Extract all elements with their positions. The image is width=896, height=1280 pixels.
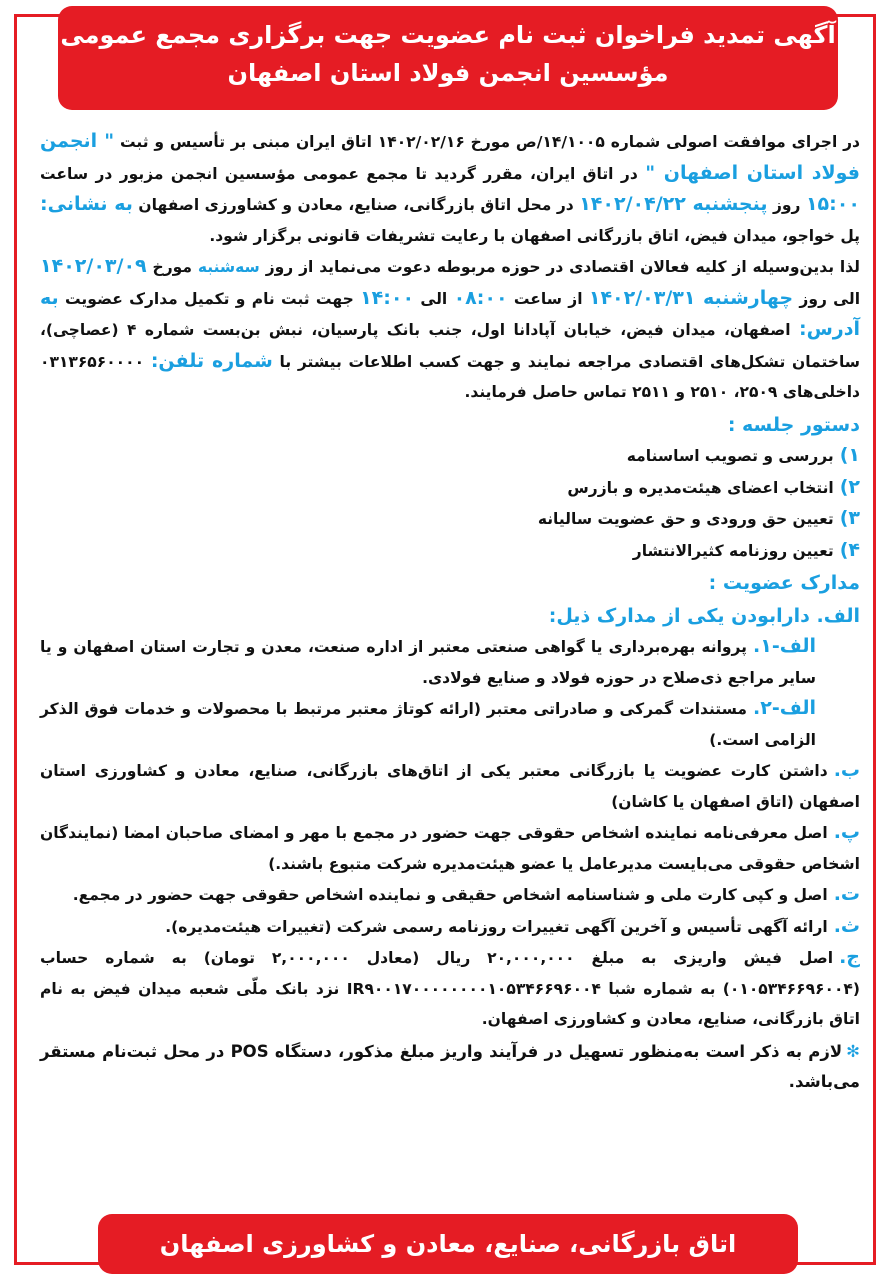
phone-label: شماره تلفن:: [150, 349, 273, 372]
intro-text: جهت ثبت نام و تکمیل مدارک عضویت: [65, 289, 354, 308]
intro-text: در اتاق ایران، مقرر گردید تا مجمع عمومی مؤسسین انجمن مزبور در ساعت: [40, 164, 638, 183]
intro-text: مورخ: [152, 258, 192, 276]
item-text: اصل و کپی کارت ملی و شناسنامه اشخاص حقیقی و نماینده اشخاص حقوقی جهت حضور در مجمع.: [72, 886, 828, 904]
intro-paragraph-1: [40, 126, 860, 251]
agenda-text: بررسی و تصویب اساسنامه: [626, 447, 834, 465]
item-text: داشتن کارت عضویت یا بازرگانی معتبر یکی از اتاق‌های بازرگانی، صنایع، معادن و کشاورزی استان اصفهان (اتاق اصفهان یا کاشان): [40, 762, 860, 811]
start-day: سه‌شنبه: [197, 258, 260, 276]
registration-address-label: به آدرس:: [40, 286, 860, 340]
intro-text: در محل اتاق بازرگانی، صنایع، معادن و کشاورزی اصفهان: [138, 196, 574, 214]
agenda-number: ۱): [839, 444, 860, 466]
document-item-be: [40, 755, 860, 817]
item-label: الف-۱.: [753, 635, 816, 657]
address-label: به نشانی:: [40, 193, 133, 215]
end-date: چهارشنبه ۱۴۰۲/۰۳/۳۱: [588, 286, 794, 309]
notice-body: [40, 126, 860, 1098]
agenda-number: ۴): [839, 538, 860, 561]
intro-text: از ساعت: [513, 289, 583, 308]
agenda-number: ۲): [839, 475, 860, 498]
documents-alef-title: الف. دارابودن یکی از مدارک ذیل:: [548, 604, 860, 627]
agenda-item: [40, 472, 860, 504]
item-label: ث.: [833, 914, 860, 937]
item-label: ج.: [839, 946, 860, 968]
document-item-te: [40, 879, 860, 911]
note-text: لازم به ذکر است به‌منظور تسهیل در فرآیند واریز مبلغ مذکور، دستگاه POS در محل ثبت‌نام مستقر می‌باشد.: [40, 1041, 860, 1091]
document-item-alef-1: [40, 631, 860, 693]
header-banner: [58, 6, 838, 110]
phone-number: ۰۳۱۳۶۵۶۰۰۰۰: [40, 352, 145, 371]
agenda-item: [40, 440, 860, 472]
document-item-pe: [40, 817, 860, 879]
item-label: پ.: [833, 821, 860, 843]
item-text: پروانه بهره‌برداری یا گواهی صنعتی معتبر از اداره صنعت، معدن و تجارت استان اصفهان و یا سایر مراجع ذی‌صلاح در حوزه فولاد و صنایع فولادی.: [40, 638, 816, 687]
item-label: ت.: [833, 883, 860, 905]
header-line-2: مؤسسین انجمن فولاد استان اصفهان: [227, 59, 669, 87]
start-time: ۰۸:۰۰: [453, 286, 508, 309]
item-label: الف-۲.: [753, 697, 816, 719]
item-text: اصل فیش واریزی به مبلغ ۲۰,۰۰۰,۰۰۰ ریال (معادل ۲,۰۰۰,۰۰۰ تومان) به شماره حساب (۰۱۰۵۳۴۶۶۹۶۰۰۴) به شماره شبا IR۹۰۰۱۷۰۰۰۰۰۰۰۰۱۰۵۳۴۶۶۹۶۰۰۴ نزد بانک ملّی شعبه میدان فیض به نام اتاق بازرگانی، صنایع، معادن و کشاورزی اصفهان.: [40, 949, 860, 1028]
agenda-number: ۳): [839, 507, 860, 529]
intro-text: پل خواجو، میدان فیض، اتاق بازرگانی اصفهان با رعایت تشریفات قانونی برگزار شود.: [209, 226, 860, 245]
item-text: مستندات گمرکی و صادراتی معتبر (ارائه کوتاژ معتبر مرتبط با محصولات و خدمات فوق الذکر الزامی است.): [40, 700, 816, 749]
intro-text: لذا بدین‌وسیله از کلیه فعالان اقتصادی در حوزه مربوطه دعوت می‌نماید از روز: [265, 258, 860, 276]
intro-paragraph-2: [40, 251, 860, 408]
agenda-text: تعیین روزنامه کثیرالانتشار: [632, 541, 834, 560]
documents-title: مدارک عضویت :: [708, 572, 860, 594]
intro-text: داخلی‌های ۲۵۰۹، ۲۵۱۰ و ۲۵۱۱ تماس حاصل فرمایند.: [464, 383, 860, 401]
agenda-title: دستور جلسه :: [727, 413, 860, 436]
agenda-text: انتخاب اعضای هیئت‌مدیره و بازرس: [567, 478, 834, 497]
meeting-time: ۱۵:۰۰: [805, 193, 860, 215]
intro-text: در اجرای موافقت اصولی شماره ۱۴/۱۰۰۵/ص مورخ ۱۴۰۲/۰۲/۱۶ اتاق ایران مبنی بر تأسیس و ثبت: [120, 133, 860, 151]
intro-text: الی روز: [799, 289, 861, 308]
document-item-alef-2: [40, 693, 860, 755]
footer-banner: اتاق بازرگانی، صنایع، معادن و کشاورزی اصفهان: [98, 1214, 798, 1274]
agenda-text: تعیین حق ورودی و حق عضویت سالیانه: [537, 510, 834, 528]
pos-note: [40, 1037, 860, 1098]
document-item-jim: [40, 942, 860, 1035]
registration-address: اصفهان، میدان فیض، خیابان آپادانا اول، جنب بانک پارسیان، نبش بن‌بست شماره ۴ (عصاچی)، ساختمان تشکل‌های اقتصادی مراجعه نمایند و جهت کسب اطلاعات بیشتر با: [40, 321, 861, 371]
association-name: " انجمن فولاد استان اصفهان ": [40, 130, 860, 184]
start-date: ۱۴۰۲/۰۳/۰۹: [40, 255, 147, 277]
document-item-se: [40, 911, 860, 943]
intro-text: روز: [772, 196, 801, 214]
agenda-item: [40, 503, 860, 535]
end-time: ۱۴:۰۰: [360, 286, 415, 309]
intro-text: الی: [420, 289, 448, 308]
meeting-date: پنجشنبه ۱۴۰۲/۰۴/۲۲: [579, 193, 768, 215]
item-text: ارائه آگهی تأسیس و آخرین آگهی تغییرات روزنامه رسمی شرکت (تغییرات هیئت‌مدیره).: [165, 917, 828, 936]
agenda-item: [40, 535, 860, 567]
item-text: اصل معرفی‌نامه نماینده اشخاص حقوقی جهت حضور در مجمع با مهر و امضای صاحبان امضا (نمایندگان اشخاص حقوقی می‌بایست مدیرعامل یا عضو هیئت‌مدیره شرکت متبوع باشند.): [40, 824, 860, 873]
header-line-1: آگهی تمدید فراخوان ثبت نام عضویت جهت برگزاری مجمع عمومی: [60, 21, 836, 49]
star-icon: ✻: [846, 1041, 860, 1061]
item-label: ب.: [833, 759, 860, 781]
